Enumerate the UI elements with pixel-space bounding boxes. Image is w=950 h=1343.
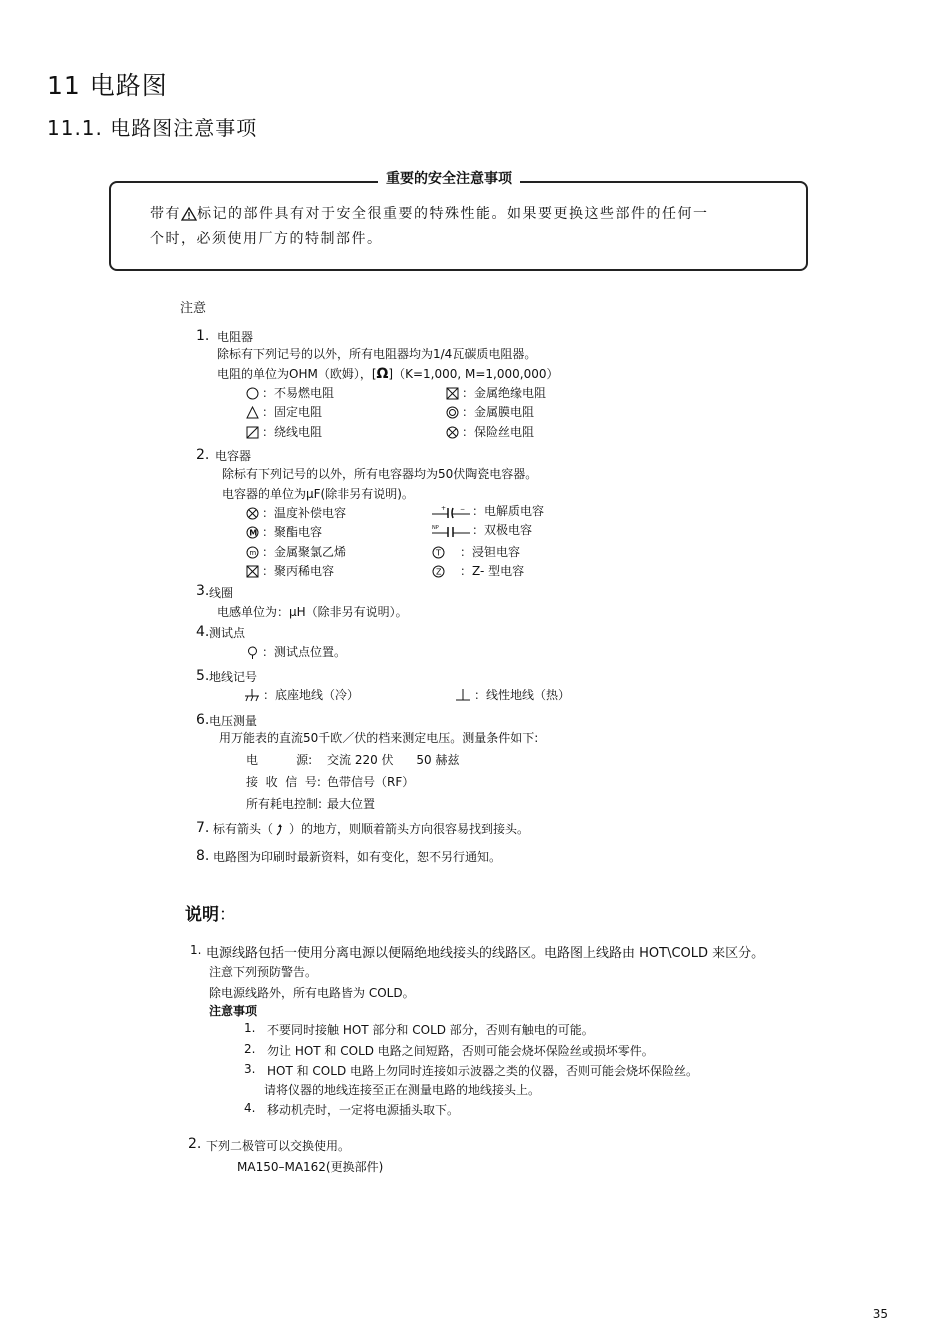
cap-item-6 — [432, 543, 520, 560]
note4-desc-row — [246, 643, 346, 660]
circle-m-small-icon — [246, 546, 259, 559]
warning-triangle-icon — [181, 206, 197, 222]
svg-text:m: m — [249, 549, 257, 558]
note7-text — [213, 820, 529, 837]
notes-title: 注意 — [180, 301, 207, 316]
crossed-box-icon — [246, 565, 259, 578]
cap-item-8-label: ：Z- 型电容 — [460, 564, 525, 578]
circle-m-icon — [246, 526, 259, 539]
cap-item-6-label: ：浸钽电容 — [460, 545, 521, 559]
note5-num: 5. — [196, 668, 210, 684]
explain1-line3: 除电源线路外，所有电路皆为 COLD。 — [209, 986, 415, 1000]
ohm-symbol: Ω — [376, 366, 389, 382]
safety-line2: 个时，必须使用厂方的特制部件。 — [150, 231, 383, 247]
note6-title: 电压测量 — [209, 714, 258, 728]
cap-item-5 — [246, 543, 346, 560]
caution-2-text: 勿让 HOT 和 COLD 电路之间短路，否则可能会烧坏保险丝或损坏零件。 — [267, 1044, 654, 1058]
note2-title: 电容器 — [215, 449, 252, 463]
note1-unit — [217, 365, 559, 382]
crossed-box-icon — [446, 387, 459, 400]
resistor-item-5-label: ：绕线电阻 — [262, 425, 323, 439]
note1-unit-pre: 电阻的单位为OHM（欧姆），[ — [217, 367, 377, 381]
note3-desc: 电感单位为：μH（除非另有说明）。 — [217, 605, 408, 619]
section-title: 11.1. 电路图注意事项 — [47, 116, 258, 140]
note5-title: 地线记号 — [209, 670, 258, 684]
chassis-ground-icon — [244, 689, 260, 702]
bipolar-cap-icon — [432, 524, 472, 538]
voltage-row-1-value: 交流 220 伏 50 赫兹 — [327, 753, 460, 767]
note4-desc: ：测试点位置。 — [262, 645, 347, 659]
double-circle-icon — [446, 406, 459, 419]
caution-4-num: 4. — [244, 1101, 256, 1115]
crossed-circle-icon — [246, 507, 259, 520]
explain1-num: 1. — [190, 943, 202, 957]
note4-title: 测试点 — [209, 626, 246, 640]
caution-title: 注意事项 — [209, 1004, 258, 1018]
voltage-row-2-value: 色带信号（RF） — [327, 775, 415, 789]
resistor-item-3 — [246, 403, 322, 420]
note1-num: 1. — [196, 328, 210, 344]
resistor-item-5 — [246, 423, 322, 440]
voltage-row-1-label: 电 源: — [246, 753, 313, 767]
chassis-ground-row — [244, 686, 359, 703]
resistor-item-4-label: ：金属膜电阻 — [462, 405, 535, 419]
cap-item-7 — [246, 562, 334, 579]
explain2-text: 下列二极管可以交换使用。 — [206, 1139, 351, 1153]
circle-icon — [246, 387, 259, 400]
cap-item-5-label: ：金属聚氯乙烯 — [262, 545, 347, 559]
caution-4-text: 移动机壳时，一定将电源插头取下。 — [267, 1103, 460, 1117]
explain1-text: 电源线路包括一使用分离电源以便隔绝地线接头的线路区。电路图上线路由 HOT\COLD 来区分。 — [206, 946, 765, 961]
chapter-title: 11 电路图 — [47, 71, 168, 100]
explain1-line2: 注意下列预防警告。 — [209, 965, 318, 979]
line-ground-row — [455, 686, 570, 703]
voltage-row-2-label: 接 收 信 号: — [246, 775, 321, 789]
note7-post: ）的地方，则顺着箭头方向很容易找到接头。 — [289, 822, 530, 836]
note4-num: 4. — [196, 624, 210, 640]
cap-item-3 — [246, 523, 322, 540]
note7-pre: 标有箭头（ — [213, 822, 274, 836]
note3-title: 线圈 — [209, 586, 234, 600]
caution-3-num: 3. — [244, 1062, 256, 1076]
note2-unit: 电容器的单位为μF(除非另有说明)。 — [222, 487, 414, 501]
resistor-item-2 — [446, 384, 546, 401]
svg-text:M: M — [249, 528, 258, 538]
resistor-item-1 — [246, 384, 334, 401]
cap-item-2-label: ：电解质电容 — [472, 504, 545, 518]
note6-num: 6. — [196, 712, 210, 728]
cap-item-8 — [432, 562, 524, 579]
note7-num: 7. — [196, 820, 210, 836]
resistor-item-4 — [446, 403, 534, 420]
caution-1-num: 1. — [244, 1021, 256, 1035]
page-number: 35 — [872, 1307, 888, 1321]
circle-z-icon — [432, 565, 445, 578]
explain-title-text: 说明 — [185, 905, 219, 925]
resistor-item-2-label: ：金属绝缘电阻 — [462, 386, 547, 400]
note1-title: 电阻器 — [217, 330, 254, 344]
cap-item-3-label: ：聚酯电容 — [262, 525, 323, 539]
explain-title — [185, 900, 236, 925]
voltage-row-3-label: 所有耗电控制: — [246, 797, 323, 811]
slashed-box-icon — [246, 426, 259, 439]
resistor-item-1-label: ：不易燃电阻 — [262, 386, 335, 400]
caution-3-text: HOT 和 COLD 电路上勿同时连接如示波器之类的仪器，否则可能会烧坏保险丝。 — [267, 1064, 698, 1078]
safety-line1-pre: 带有 — [150, 206, 181, 222]
resistor-item-6 — [446, 423, 534, 440]
cap-item-4-label: ：双极电容 — [472, 523, 533, 537]
note1-desc: 除标有下列记号的以外，所有电阻器均为1/4瓦碳质电阻器。 — [217, 347, 537, 361]
safety-text — [150, 202, 770, 252]
voltage-row-3-value: 最大位置 — [327, 797, 376, 811]
arrow-connector-icon — [273, 823, 286, 836]
svg-text:NP: NP — [432, 524, 439, 531]
svg-text:+: + — [441, 504, 447, 512]
explain-title-colon: ： — [219, 905, 236, 925]
note6-desc: 用万能表的直流50千欧／伏的档来测定电压。测量条件如下: — [219, 731, 539, 745]
cap-item-4 — [432, 521, 532, 538]
caution-2-num: 2. — [244, 1042, 256, 1056]
circle-t-icon — [432, 546, 445, 559]
note8-num: 8. — [196, 848, 210, 864]
safety-line1-post: 标记的部件具有对于安全很重要的特殊性能。如果要更换这些部件的任何一 — [197, 206, 709, 222]
cap-item-7-label: ：聚丙稀电容 — [262, 564, 335, 578]
cap-item-2 — [432, 502, 544, 519]
line-ground-icon — [455, 689, 471, 702]
note1-unit-post: ]（K=1,000, M=1,000,000） — [388, 367, 559, 381]
cap-item-1 — [246, 504, 346, 521]
electrolytic-cap-icon — [432, 505, 472, 519]
svg-text:−: − — [460, 505, 466, 513]
resistor-item-3-label: ：固定电阻 — [262, 405, 323, 419]
note3-num: 3. — [196, 583, 210, 599]
resistor-item-6-label: ：保险丝电阻 — [462, 425, 535, 439]
test-point-icon — [246, 646, 259, 659]
caution-3b-text: 请将仪器的地线连接至正在测量电路的地线接头上。 — [264, 1083, 541, 1097]
cap-item-1-label: ：温度补偿电容 — [262, 506, 347, 520]
svg-text:T: T — [436, 548, 441, 558]
caution-1-text: 不要同时接触 HOT 部分和 COLD 部分，否则有触电的可能。 — [267, 1023, 594, 1037]
note2-num: 2. — [196, 447, 210, 463]
safety-title: 重要的安全注意事项 — [378, 168, 520, 188]
triangle-icon — [246, 406, 259, 419]
svg-text:Z: Z — [436, 567, 442, 577]
note8-text: 电路图为印刷时最新资料，如有变化，恕不另行通知。 — [213, 850, 502, 864]
explain2-sub: MA150–MA162(更换部件) — [237, 1160, 384, 1174]
chassis-ground-label: ：底座地线（冷） — [263, 688, 360, 702]
line-ground-label: ：线性地线（热） — [474, 688, 571, 702]
crossed-circle-icon — [446, 426, 459, 439]
note2-desc: 除标有下列记号的以外，所有电容器均为50伏陶瓷电容器。 — [222, 467, 538, 481]
explain2-num: 2. — [188, 1136, 202, 1152]
